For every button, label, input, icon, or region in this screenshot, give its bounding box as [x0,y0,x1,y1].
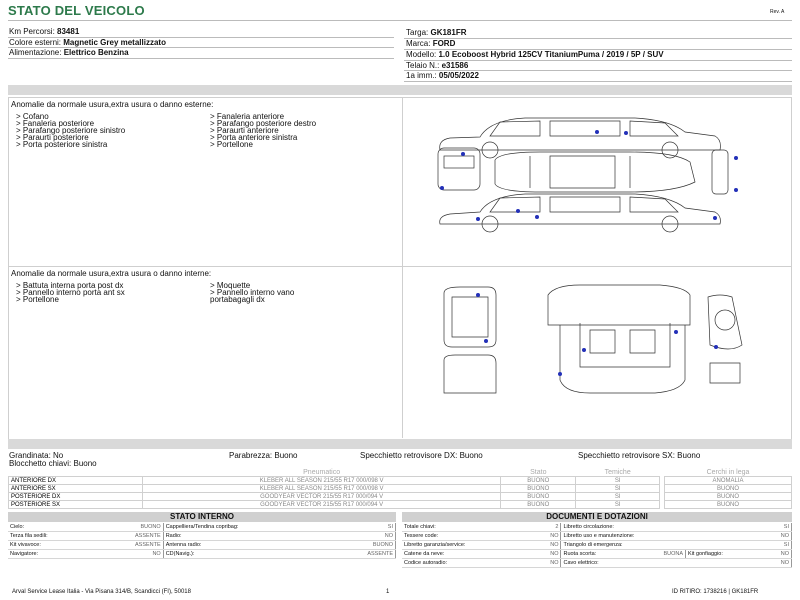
divider [402,97,403,267]
tyre-state: BUONO [501,493,576,501]
table-row [402,559,792,568]
cell-label: Catene da neve: [402,550,535,559]
table-row [9,493,660,501]
key-block-status: Blocchetto chiavi: Buono [9,459,97,468]
list-item: > Paraurti posteriore [16,133,89,142]
external-damage-list-1 [16,113,125,148]
list-item: > Parafango posteriore sinistro [16,126,126,135]
tyre-temiche: SI [576,477,660,485]
rim-state: BUONO [665,501,792,509]
internal-state-title: STATO INTERNO [8,512,396,522]
fuel-row [9,47,129,58]
fuel-label: Alimentazione: [9,48,62,57]
internal-damage-list-2 [210,282,294,303]
tyre-state: BUONO [501,485,576,493]
mirror-sx-status: Specchietto retrovisore SX: Buono [578,451,701,460]
internal-damage-list-1 [16,282,125,303]
list-item: > Fanaleria posteriore [16,119,95,128]
tyre-temiche: SI [576,493,660,501]
divider [404,38,792,39]
cell-label: Kit vivavoce: [8,541,98,550]
list-item: > Portellone [210,140,253,149]
table-row [9,477,660,485]
table-header [9,468,660,477]
section-band [8,439,792,449]
brand-value: FORD [432,39,456,48]
windshield-status: Parabrezza: Buono [229,451,298,460]
tyre-header: Pneumatico [303,468,341,476]
cell-value: NO [535,541,561,550]
list-item: > Moquette [210,281,251,290]
tyre-temiche: SI [576,485,660,493]
cell-label: Cavo elettrico: [561,559,766,568]
footer-id: ID RITIRO: 1738216 | GK181FR [672,589,759,595]
divider [404,49,792,50]
list-item: > Battuta interna porta post dx [16,281,124,290]
rims-table [664,468,792,509]
table-row [9,501,660,509]
divider [8,37,394,38]
divider [404,70,792,71]
external-damage-title: Anomalie da normale usura,extra usura o danno esterne: [11,100,214,109]
cell-label: Tessere code: [402,532,535,541]
cell-value: BUONA [637,550,686,559]
tyre-model: GOODYEAR VECTOR 215/55 R17 000/094 V [143,501,501,509]
chassis-label: Telaio N.: [406,61,440,70]
cell-label: Triangolo di emergenza: [561,541,766,550]
tyre-temiche: SI [576,501,660,509]
cell-label: Cielo: [8,523,98,532]
table-row [402,550,792,559]
table-row [9,485,660,493]
color-value: Magnetic Grey metallizzato [63,38,166,47]
registration-row [406,70,479,81]
tyre-position: POSTERIORE SX [9,501,143,509]
cell-value: NO [766,559,792,568]
divider [404,81,792,82]
brand-row [406,38,455,49]
internal-state-table [8,523,396,559]
cell-value: SI [766,523,792,532]
cell-label: Radio: [163,532,330,541]
list-item: > Paraurti anteriore [210,126,279,135]
cell-value: SI [330,523,395,532]
km-label: Km Percorsi: [9,27,55,36]
hail-status: Grandinata: No [9,451,64,460]
table-row [8,523,396,532]
list-item: > Fanaleria anteriore [210,112,285,121]
page-title: STATO DEL VEICOLO [8,3,145,18]
cell-value: SI [766,541,792,550]
cell-label: Libretto circolazione: [561,523,766,532]
list-item: portabagagli dx [210,295,265,304]
cell-value: 2 [535,523,561,532]
cell-label: Cappelliera/Tendina copribag: [163,523,330,532]
external-damage-list-2 [210,113,316,148]
list-item: > Porta posteriore sinistra [16,140,108,149]
cell-label: Libretto garanzia/service: [402,541,535,550]
rim-state: BUONO [665,493,792,501]
tyre-state: BUONO [501,501,576,509]
rim-state: ANOMALIA [665,477,792,485]
chassis-value: e31586 [441,61,469,70]
brand-label: Marca: [406,39,431,48]
cell-label: Kit gonfiaggio: [686,550,766,559]
cell-value: NO [766,550,792,559]
footer-page: 1 [386,589,390,595]
list-item: > Cofano [16,112,49,121]
tyre-model: GOODYEAR VECTOR 215/55 R17 000/094 V [143,493,501,501]
divider [8,47,394,48]
cell-value: BUONO [330,541,395,550]
cell-label: Antenna radio: [163,541,330,550]
list-item: > Portellone [16,295,59,304]
table-row [8,550,396,559]
cell-value: ASSENTE [98,541,163,550]
km-row [9,26,79,37]
table-row [402,532,792,541]
cell-value: NO [766,532,792,541]
cell-label: Terza fila sedili: [8,532,98,541]
internal-car-diagram [440,285,750,395]
cell-value: NO [98,550,163,559]
temiche-header: Temiche [604,468,631,476]
divider [404,60,792,61]
tyre-position: ANTERIORE SX [9,485,143,493]
tyres-table [8,468,660,509]
registration-label: 1a imm.: [406,71,437,80]
list-item: > Pannello interno porta ant sx [16,288,125,297]
km-value: 83481 [57,27,80,36]
tyre-position: ANTERIORE DX [9,477,143,485]
plate-value: GK181FR [430,28,467,37]
cell-label: Libretto uso e manutenzione: [561,532,766,541]
table-row [8,541,396,550]
tyre-model: KLEBER ALL SEASON 215/55 R17 000/098 V [143,485,501,493]
model-value: 1.0 Ecoboost Hybrid 125CV TitaniumPuma / 2019 / 5P / SUV [438,50,664,59]
divider [8,58,394,59]
cell-label: Navigatore: [8,550,98,559]
table-row [402,523,792,532]
cell-label: Codice autoradio: [402,559,535,568]
cell-value: ASSENTE [330,550,395,559]
cell-label: Ruota scorta: [561,550,637,559]
cell-label: CD(Navig.): [163,550,330,559]
color-label: Colore esterni: [9,38,62,47]
tyre-state: BUONO [501,477,576,485]
rim-state: BUONO [665,485,792,493]
tyre-model: KLEBER ALL SEASON 215/55 R17 000/098 V [143,477,501,485]
table-row [402,541,792,550]
state-header: Stato [530,468,547,476]
divider [8,20,792,21]
cell-label: Totale chiavi: [402,523,535,532]
list-item: > Pannello interno vano [210,288,295,297]
cell-value: ASSENTE [98,532,163,541]
cell-value: NO [535,550,561,559]
model-label: Modello: [406,50,437,59]
cell-value: BUONO [98,523,163,532]
cell-value: NO [330,532,395,541]
list-item: > Porta anteriore sinistra [210,133,298,142]
mirror-dx-status: Specchietto retrovisore DX: Buono [360,451,483,460]
plate-row [406,27,466,38]
plate-label: Targa: [406,28,429,37]
list-item: > Parafango posteriore destro [210,119,317,128]
table-row [8,532,396,541]
section-band [8,85,792,95]
external-car-diagram [430,112,730,240]
divider [402,266,403,438]
registration-value: 05/05/2022 [438,71,479,80]
documents-table [402,523,792,568]
footer-company: Arval Service Lease Italia - Via Pisana 314/B, Scandicci (FI), 50018 [12,589,191,595]
model-row [406,49,664,60]
cell-value: NO [535,532,561,541]
documents-title: DOCUMENTI E DOTAZIONI [402,512,792,522]
tyre-position: POSTERIORE DX [9,493,143,501]
revision-label: Rev. A [770,9,785,15]
rims-header: Cerchi in lega [706,468,750,476]
cell-value: NO [535,559,561,568]
fuel-value: Elettrico Benzina [63,48,129,57]
internal-damage-title: Anomalie da normale usura,extra usura o danno interne: [11,269,212,278]
